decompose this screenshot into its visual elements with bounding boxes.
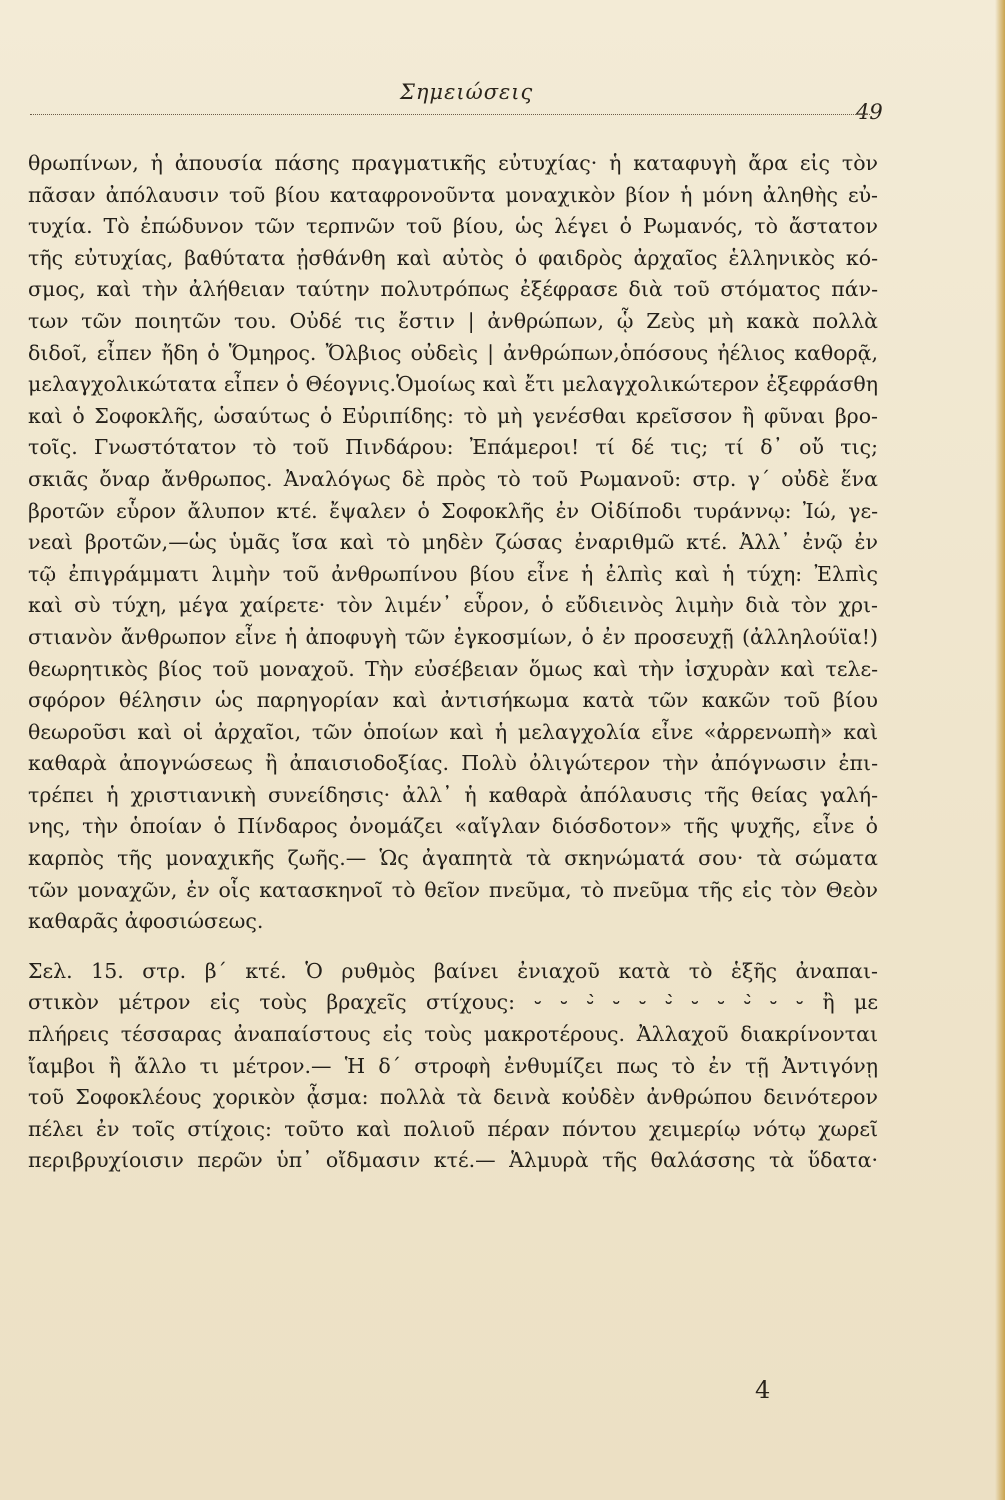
text-line: τρέπει ἡ χριστιανικὴ συνείδησις· ἀλλ᾽ ἡ καθαρὰ ἀπόλαυσις τῆς θείας γαλή-: [28, 782, 878, 807]
text-line: νεαὶ βροτῶν,—ὡς ὑμᾶς ἴσα καὶ τὸ μηδὲν ζώσας ἐναριθμῶ κτέ. Ἀλλ᾽ ἐνῷ ἐν: [28, 530, 878, 555]
notes-body: [28, 148, 878, 1177]
text-line: στικὸν μέτρον εἰς τοὺς βραχεῖς στίχους: ⏑ ⏑ ⏑́ ⏑ ⏑ ⏑́ ⏑ ⏑ ⏑́ ⏑ ⏑ ἢ με: [28, 990, 878, 1015]
text-line: τοῦ Σοφοκλέους χορικὸν ᾆσμα: πολλὰ τὰ δεινὰ κοὐδὲν ἀνθρώπου δεινότερον: [28, 1085, 878, 1110]
text-line: καρπὸς τῆς μοναχικῆς ζωῆς.— Ὡς ἀγαπητὰ τὰ σκηνώματά σου· τὰ σώματα: [28, 846, 878, 871]
text-line: νης, τὴν ὁποίαν ὁ Πίνδαρος ὀνομάζει «αἴγλαν διόσδοτον» τῆς ψυχῆς, εἶνε ὁ: [28, 814, 878, 839]
text-line: καὶ ὁ Σοφοκλῆς, ὡσαύτως ὁ Εὐριπίδης: τὸ μὴ γενέσθαι κρεῖσσον ἢ φῦναι βρο-: [28, 403, 878, 428]
text-line: τῆς εὐτυχίας, βαθύτατα ᾐσθάνθη καὶ αὐτὸς ὁ φαιδρὸς ἀρχαῖος ἑλληνικὸς κό-: [28, 245, 878, 270]
text-line: πᾶσαν ἀπόλαυσιν τοῦ βίου καταφρονοῦντα μοναχικὸν βίον ἡ μόνη ἀληθὴς εὐ-: [28, 182, 878, 207]
text-line: πλήρεις τέσσαρας ἀναπαίστους εἰς τοὺς μακροτέρους. Ἀλλαχοῦ διακρίνονται: [28, 1022, 878, 1047]
running-header: [0, 78, 1005, 128]
running-title: Σημειώσεις: [400, 80, 534, 104]
text-line: σκιᾶς ὄναρ ἄνθρωπος. Ἀναλόγως δὲ πρὸς τὸ τοῦ Ρωμανοῦ: στρ. γ´ οὐδὲ ἕνα: [28, 466, 878, 491]
text-line: ἴαμβοι ἢ ἄλλο τι μέτρον.— Ἡ δ´ στροφὴ ἐνθυμίζει πως τὸ ἐν τῇ Ἀντιγόνῃ: [28, 1053, 878, 1078]
text-line: Σελ. 15. στρ. β´ κτέ. Ὁ ρυθμὸς βαίνει ἐνιαχοῦ κατὰ τὸ ἑξῆς ἀναπαι-: [28, 958, 878, 983]
text-line: θεωροῦσι καὶ οἱ ἀρχαῖοι, τῶν ὁποίων καὶ ἡ μελαγχολία εἶνε «ἀρρενωπὴ» καὶ: [28, 719, 878, 744]
text-line: καθαρὰ ἀπογνώσεως ἢ ἀπαισιοδοξίας. Πολὺ ὀλιγώτερον τὴν ἀπόγνωσιν ἐπι-: [28, 751, 878, 776]
text-line: διδοῖ, εἶπεν ἤδη ὁ Ὅμηρος. Ὄλβιος οὐδεὶς | ἀνθρώπων,ὁπόσους ἠέλιος καθορᾷ,: [28, 340, 878, 365]
text-line: τοῖς. Γνωστότατον τὸ τοῦ Πινδάρου: Ἐπάμεροι! τί δέ τις; τί δ᾽ οὔ τις;: [28, 435, 878, 460]
text-line: σμος, καὶ τὴν ἀλήθειαν ταύτην πολυτρόπως ἐξέφρασε διὰ τοῦ στόματος πάν-: [28, 277, 878, 302]
text-line: τῷ ἐπιγράμματι λιμὴν τοῦ ἀνθρωπίνου βίου εἶνε ἡ ἐλπὶς καὶ ἡ τύχη: Ἐλπὶς: [28, 561, 878, 586]
text-line: τῶν μοναχῶν, ἐν οἷς κατασκηνοῖ τὸ θεῖον πνεῦμα, τὸ πνεῦμα τῆς εἰς τὸν Θεὸν: [28, 877, 878, 902]
text-line: καὶ σὺ τύχη, μέγα χαίρετε· τὸν λιμέν᾽ εὗρον, ὁ εὔδιεινὸς λιμὴν διὰ τὸν χρι-: [28, 593, 878, 618]
paragraph-2: [28, 956, 878, 1177]
text-line: θεωρητικὸς βίος τοῦ μοναχοῦ. Τὴν εὐσέβειαν ὅμως καὶ τὴν ἰσχυρὰν καὶ τελε-: [28, 656, 878, 681]
text-line: καθαρᾶς ἀφοσιώσεως.: [28, 909, 264, 934]
text-line: τυχία. Τὸ ἐπώδυνον τῶν τερπνῶν τοῦ βίου, ὡς λέγει ὁ Ρωμανός, τὸ ἄστατον: [28, 214, 878, 239]
text-line: μελαγχολικώτατα εἶπεν ὁ Θέογνις.Ὁμοίως καὶ ἔτι μελαγχολικώτερον ἐξεφράσθη: [28, 372, 878, 397]
text-line: περιβρυχίοισιν περῶν ὑπ᾽ οἴδμασιν κτέ.— Ἁλμυρὰ τῆς θαλάσσης τὰ ὕδατα·: [28, 1148, 878, 1173]
text-line: θρωπίνων, ἡ ἀπουσία πάσης πραγματικῆς εὐτυχίας· ἡ καταφυγὴ ἄρα εἰς τὸν: [28, 151, 878, 175]
page-number: 49: [856, 100, 883, 124]
signature-mark: 4: [755, 1376, 771, 1404]
text-line: των τῶν ποιητῶν του. Οὐδέ τις ἔστιν | ἀνθρώπων, ᾧ Ζεὺς μὴ κακὰ πολλὰ: [28, 308, 878, 333]
text-line: στιανὸν ἄνθρωπον εἶνε ἡ ἀποφυγὴ τῶν ἐγκοσμίων, ὁ ἐν προσευχῇ (ἀλληλούϊα!): [28, 624, 878, 649]
page-edge: [995, 0, 1005, 1500]
text-line: σφόρον θέλησιν ὡς παρηγορίαν καὶ ἀντισήκωμα κατὰ τῶν κακῶν τοῦ βίου: [28, 688, 878, 713]
text-line: βροτῶν εὗρον ἄλυπον κτέ. ἔψαλεν ὁ Σοφοκλῆς ἐν Οἰδίποδι τυράννῳ: Ἰώ, γε-: [28, 498, 878, 523]
paragraph-1: [28, 148, 878, 938]
text-line: πέλει ἐν τοῖς στίχοις: τοῦτο καὶ πολιοῦ πέραν πόντου χειμερίῳ νότῳ χωρεῖ: [28, 1116, 878, 1141]
header-rule: [30, 114, 870, 115]
